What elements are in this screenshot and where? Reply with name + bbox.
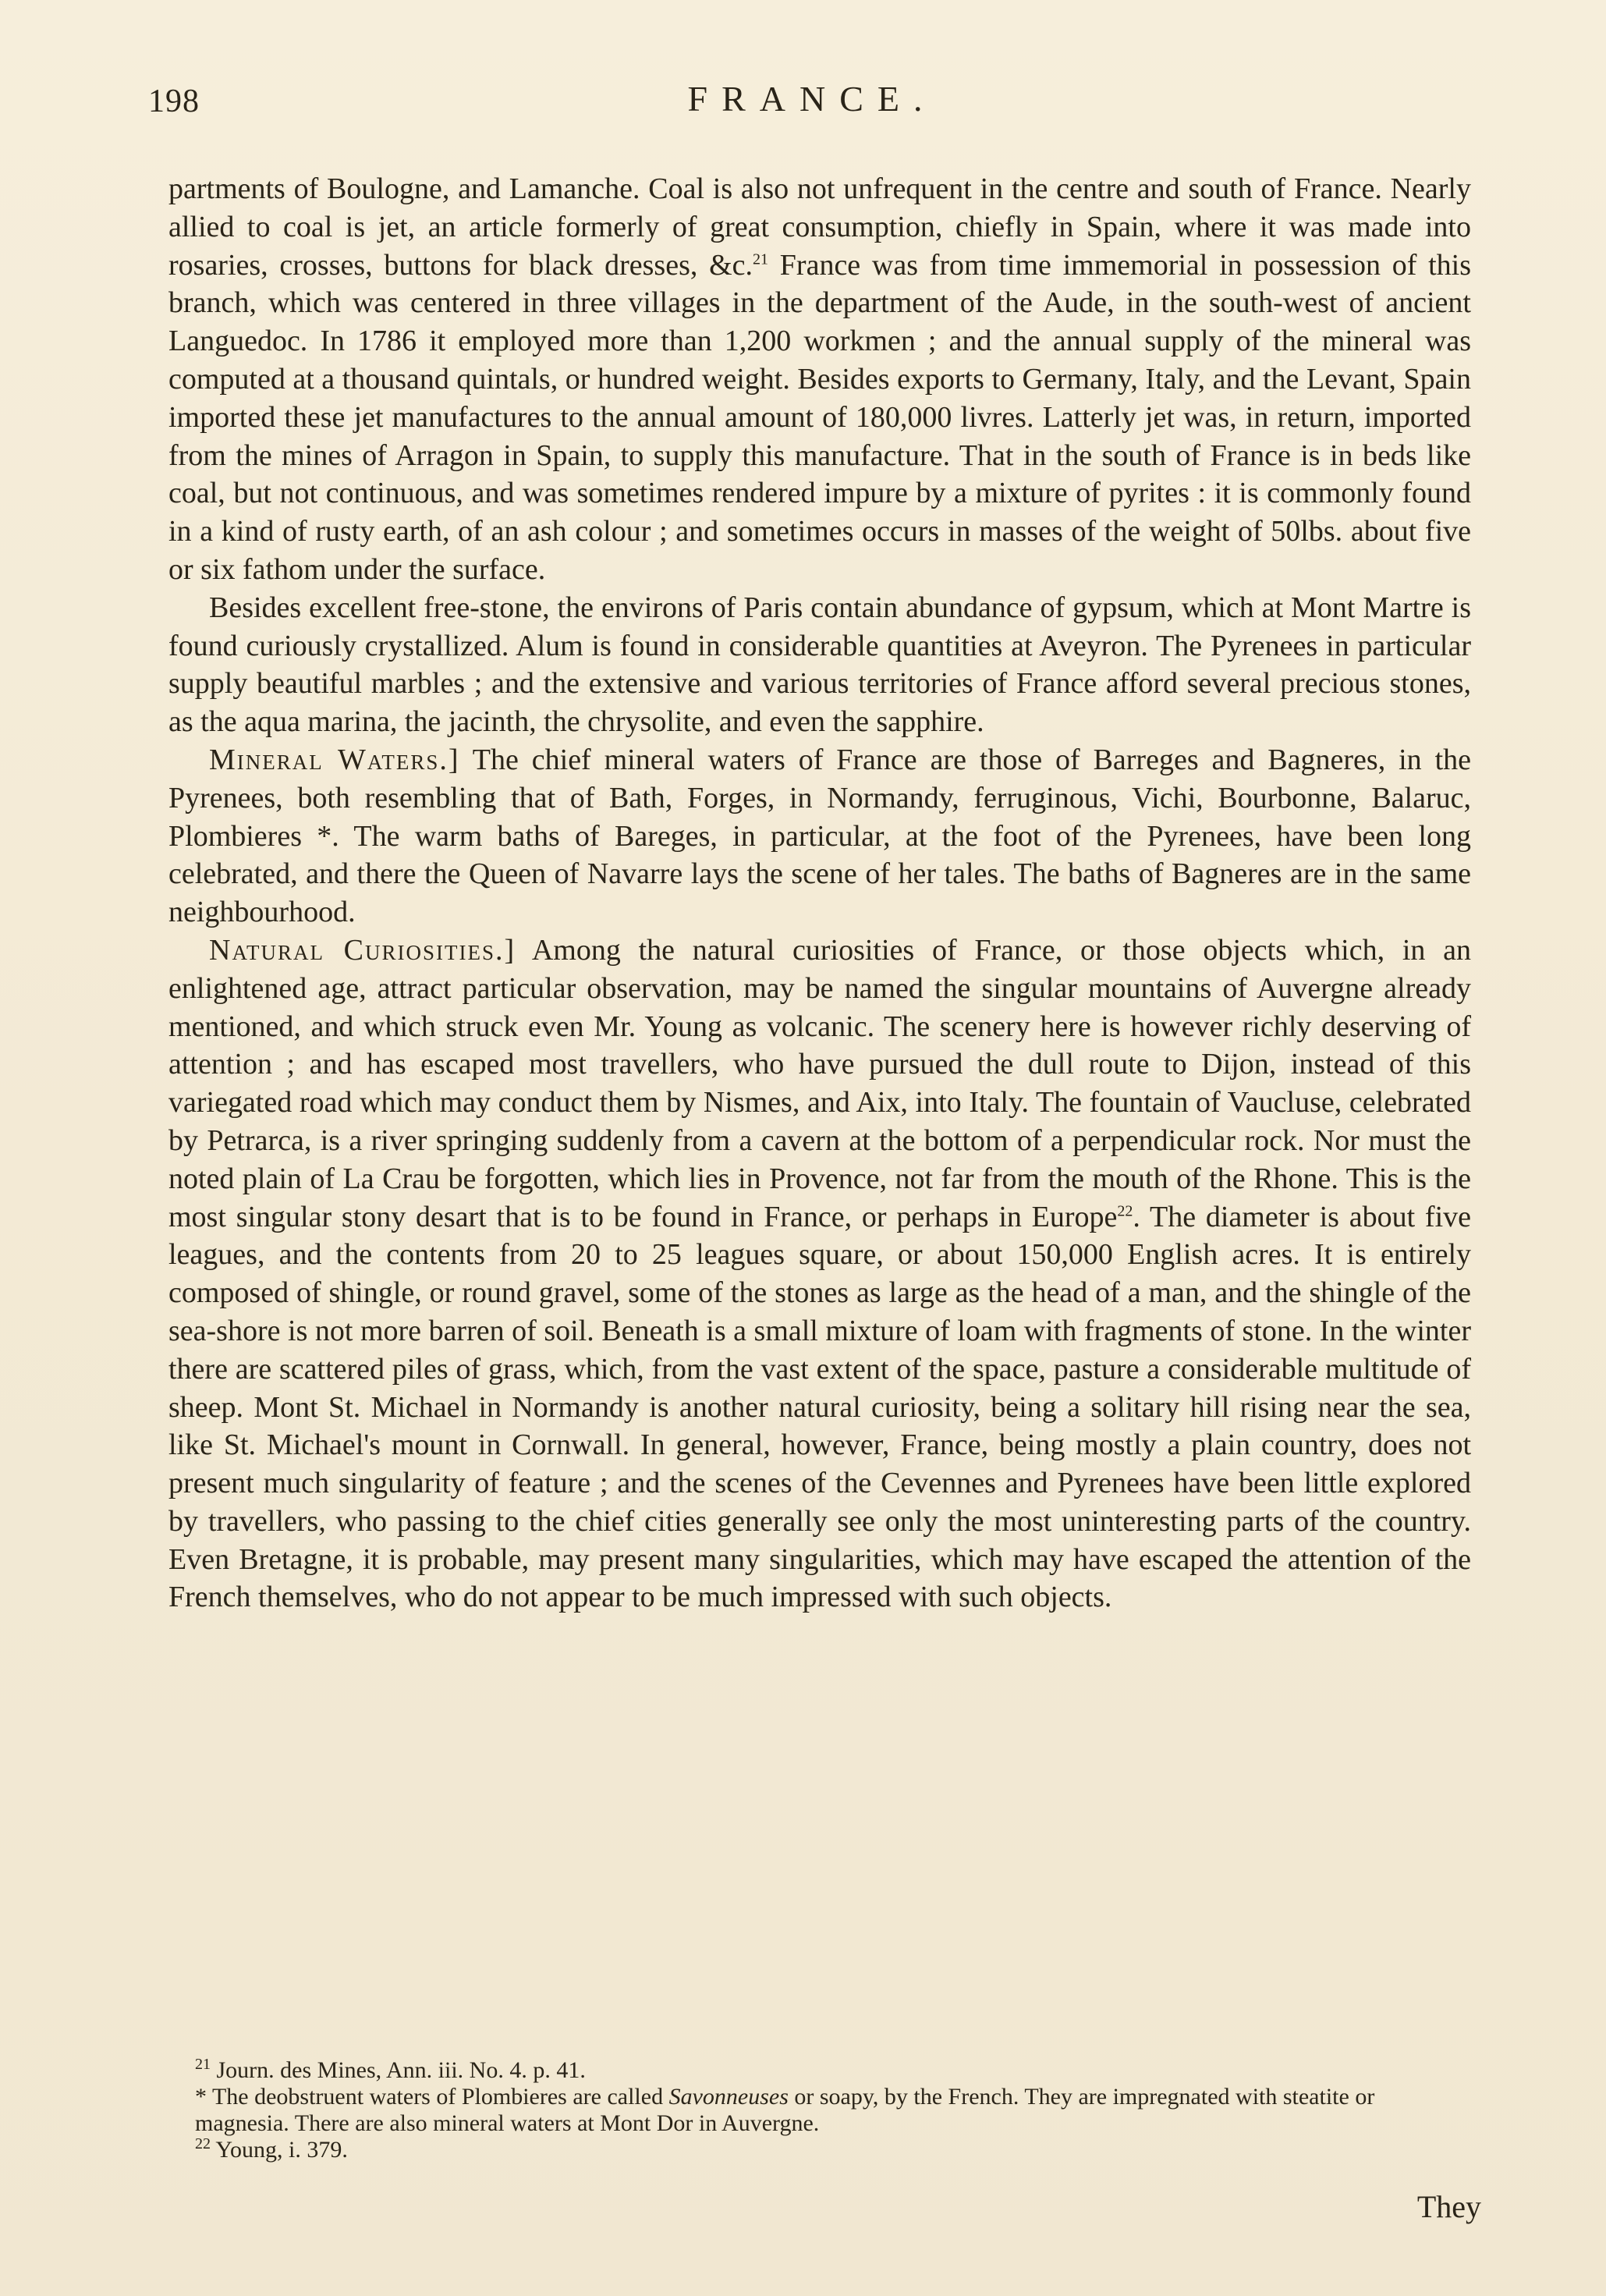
footnote-21 (195, 2057, 1474, 2084)
footnote-22-text: Young, i. 379. (211, 2137, 348, 2163)
footnote-21-mark: 21 (195, 2056, 211, 2073)
paragraph-stones (168, 589, 1471, 741)
paragraph-natural-curiosities-text-b: . The diameter is about five leagues, and the contents from 20 to 25 leagues square, or about 150,000 English acres. It is entirely composed of shingle, or round gravel, some of the stones as large as the head of a man, and the shingle of the sea-shore is not more barren of soil. Beneath is a small mixture of loam with fragments of stone. In the winter there are scattered piles of grass, which, from the vast extent of the space, pasture a considerable multitude of sheep. Mont St. Michael in Normandy is another natural curiosity, being a solitary hill rising near the sea, like St. Michael's mount in Cornwall. In general, however, France, being mostly a plain country, does not present much singularity of feature ; and the scenes of the Cevennes and Pyrenees have been little explored by travellers, who passing to the chief cities generally see only the most uninteresting parts of the country. Even Bretagne, it is probable, may present many singularities, which may have escaped the attention of the French themselves, who do not appear to be much impressed with such objects. (168, 1200, 1472, 1614)
paragraph-stones-text: Besides excellent free-stone, the environs of Paris contain abundance of gypsum, which at Mont Martre is found curiously crystallized. Alum is found in considerable quantities at Aveyron. The Pyrenees in particular supply beautiful marbles ; and the extensive and various territories of France afford several precious stones, as the aqua marina, the jacinth, the chrysolite, and even the sapphire. (168, 591, 1471, 739)
paragraph-natural-curiosities (168, 932, 1471, 1616)
paragraph-natural-curiosities-text-a: Among the natural curiosities of France, or those objects which, in an enlightened age, attract particular observation, may be named the singular mountains of Auvergne already mentioned, and which struck even Mr. Young as volcanic. The scenery here is however richly deserving of attention ; and has escaped most travellers, who have pursued the dull route to Dijon, instead of this variegated road which may conduct them by Nismes, and Aix, into Italy. The fountain of Vaucluse, celebrated by Petrarca, is a river springing suddenly from a cavern at the bottom of a perpendicular rock. Nor must the noted plain of La Crau be forgotten, which lies in Provence, not far from the mouth of the Rhone. This is the most singular stony desart that is to be found in France, or perhaps in Europe (168, 933, 1471, 1233)
paragraph-mineral-waters (168, 741, 1471, 932)
footnote-star-text-a: The deobstruent waters of Plombieres are called (207, 2084, 669, 2110)
paragraph-jet-text-b: France was from time immemorial in possession of this branch, which was centered in three villages in the department of the Aude, in the south-west of ancient Languedoc. In 1786 it employed more than 1,200 workmen ; and the annual supply of the mineral was computed at a thousand quintals, or hundred weight. Besides exports to Germany, Italy, and the Levant, Spain imported these jet manufactures to the annual amount of 180,000 livres. Latterly jet was, in return, imported from the mines of Arragon in Spain, to supply this manufacture. That in the south of France is in beds like coal, but not continuous, and was sometimes rendered impure by a mixture of pyrites : it is commonly found in a kind of rusty earth, of an ash colour ; and sometimes occurs in masses of the weight of 50lbs. about five or six fathom under the surface. (168, 248, 1472, 586)
footnote-22 (195, 2137, 1474, 2163)
footnote-ref-22: 22 (1117, 1201, 1133, 1219)
footnote-star-text-b: or soapy, by the French. They are impregnated with steatite or magnesia. There are also mineral waters at Mont Dor in Auvergne. (195, 2084, 1375, 2136)
catchword: They (1416, 2189, 1481, 2224)
footnote-star-mark: * (195, 2084, 207, 2110)
paragraph-mineral-waters-text: The chief mineral waters of France are those of Barreges and Bagneres, in the Pyrenees, both resembling that of Bath, Forges, in Normandy, ferruginous, Vichi, Bourbonne, Balaruc, Plombieres *. The warm baths of Bareges, in particular, at the foot of the Pyrenees, have been long celebrated, and there the Queen of Navarre lays the scene of her tales. The baths of Bagneres are in the same neighbourhood. (168, 743, 1472, 929)
running-head: FRANCE. (687, 79, 937, 119)
page-number: 198 (148, 83, 200, 119)
section-heading-mineral-waters: Mineral Waters.] (209, 743, 460, 776)
footnotes (195, 2057, 1474, 2163)
body-text (168, 170, 1471, 1616)
paragraph-jet (168, 170, 1471, 589)
footnote-22-mark: 22 (195, 2135, 211, 2152)
footnote-star (195, 2084, 1474, 2137)
page-header (148, 78, 1476, 125)
footnote-ref-21: 21 (753, 250, 769, 268)
footnote-star-italic: Savonneuses (668, 2084, 789, 2110)
section-heading-natural-curiosities: Natural Curiosities.] (209, 933, 516, 967)
footnote-21-text: Journ. des Mines, Ann. iii. No. 4. p. 41. (211, 2057, 586, 2083)
paragraph-jet-text-a: partments of Boulogne, and Lamanche. Coal is also not unfrequent in the centre and south of France. Nearly allied to coal is jet, an article formerly of great consumption, chiefly in Spain, where it was made into rosaries, crosses, buttons for black dresses, &c. (168, 172, 1471, 282)
